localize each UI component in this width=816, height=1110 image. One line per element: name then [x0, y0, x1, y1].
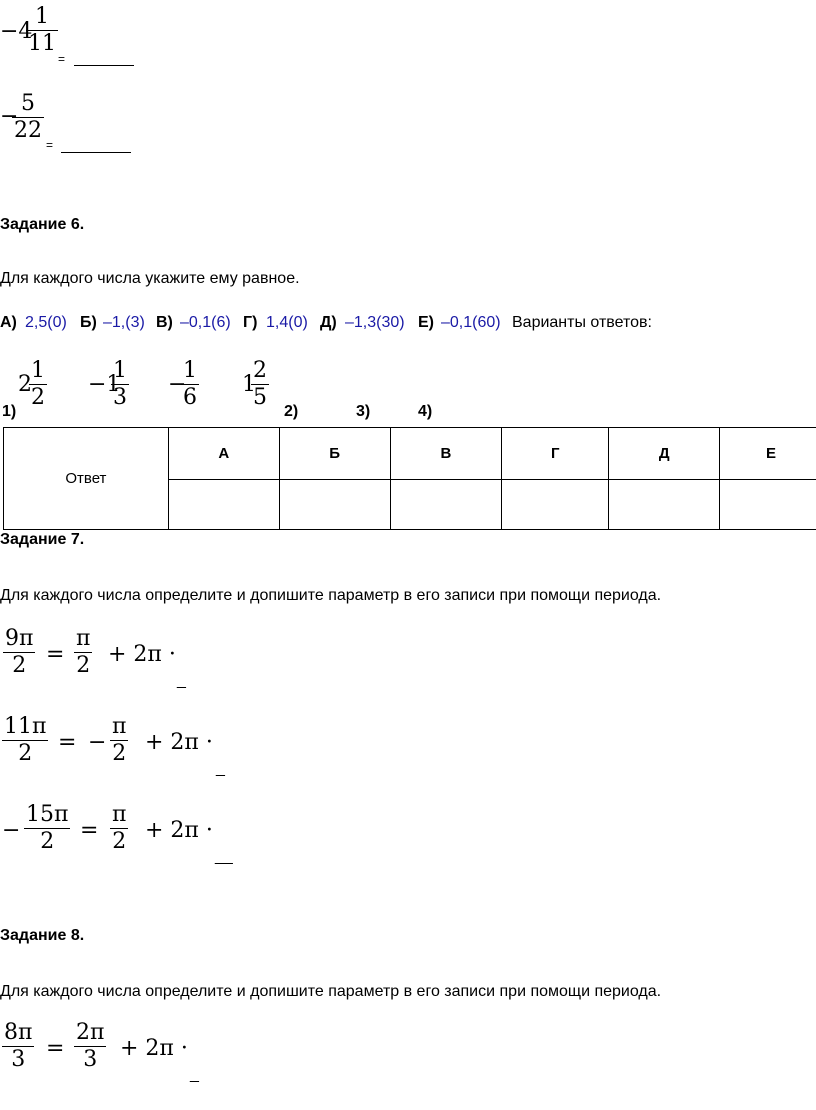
- task-title: Задание 6.: [0, 216, 85, 233]
- answer-cell[interactable]: [168, 480, 279, 530]
- fraction: 9π 2: [5, 626, 34, 678]
- equals-sign: =: [46, 642, 65, 667]
- answer-blank[interactable]: [74, 65, 134, 66]
- period-term: + 2π ·: [145, 818, 213, 843]
- equals-sign: =: [80, 818, 99, 843]
- fraction: 1 11: [28, 4, 56, 56]
- option-value: –0,1(60): [441, 314, 501, 331]
- option-letter: В): [156, 314, 173, 331]
- number-label: 2): [284, 403, 299, 420]
- mixed-whole: −1: [88, 372, 121, 397]
- answer-row-label: Ответ: [4, 428, 169, 530]
- number-label: 4): [418, 403, 433, 420]
- fraction: π 2: [112, 802, 127, 854]
- table-header: Е: [720, 428, 816, 480]
- answer-blank[interactable]: [61, 152, 131, 153]
- fraction: 5 22: [14, 91, 42, 143]
- table-header: В: [390, 428, 502, 480]
- equals-sign: =: [58, 52, 66, 66]
- minus-sign: −: [0, 104, 19, 129]
- option-value: 2,5(0): [25, 314, 67, 331]
- mixed-whole: 2: [18, 372, 32, 397]
- minus-sign: −: [88, 730, 107, 755]
- option-value: –1,(3): [103, 314, 145, 331]
- answer-blank[interactable]: _: [216, 760, 225, 777]
- option-letter: А): [0, 314, 17, 331]
- task-instruction: Для каждого числа определите и допишите параметр в его записи при помощи периода.: [0, 983, 662, 1000]
- table-header: Г: [502, 428, 609, 480]
- period-term: + 2π ·: [145, 730, 213, 755]
- answer-cell[interactable]: [609, 480, 720, 530]
- option-letter: Д): [320, 314, 337, 331]
- task-instruction: Для каждого числа определите и допишите параметр в его записи при помощи периода.: [0, 587, 662, 604]
- fraction: π 2: [76, 626, 91, 678]
- table-header: Б: [279, 428, 390, 480]
- fraction: 2π 3: [76, 1020, 105, 1072]
- equals-sign: =: [46, 1036, 65, 1061]
- option-value: 1,4(0): [266, 314, 308, 331]
- task-instruction: Для каждого числа укажите ему равное.: [0, 270, 300, 287]
- task-title: Задание 8.: [0, 927, 85, 944]
- answer-cell[interactable]: [720, 480, 816, 530]
- fraction: 1 2: [31, 358, 45, 410]
- equals-sign: =: [46, 138, 54, 152]
- answer-cell[interactable]: [390, 480, 502, 530]
- answer-blank[interactable]: _: [177, 672, 186, 689]
- option-letter: Б): [80, 314, 97, 331]
- answer-blank[interactable]: __: [215, 848, 233, 865]
- fraction: 15π 2: [26, 802, 69, 854]
- answer-table: [3, 427, 816, 530]
- minus-sign: −: [2, 818, 21, 843]
- period-term: + 2π ·: [108, 642, 176, 667]
- table-header: Д: [609, 428, 720, 480]
- answer-cell[interactable]: [279, 480, 390, 530]
- fraction: 1 6: [183, 358, 197, 410]
- mixed-whole: −4: [0, 19, 33, 44]
- number-label: 3): [356, 403, 371, 420]
- fraction: 11π 2: [4, 714, 47, 766]
- mixed-whole: −: [168, 372, 187, 397]
- answer-cell[interactable]: [502, 480, 609, 530]
- fraction: 2 5: [253, 358, 267, 410]
- period-term: + 2π ·: [120, 1036, 188, 1061]
- table-header: А: [168, 428, 279, 480]
- option-letter: Е): [418, 314, 434, 331]
- fraction: π 2: [112, 714, 127, 766]
- option-letter: Г): [243, 314, 258, 331]
- mixed-whole: 1: [242, 372, 256, 397]
- fraction: 1 3: [113, 358, 127, 410]
- equals-sign: =: [58, 730, 77, 755]
- task-title: Задание 7.: [0, 531, 85, 548]
- fraction: 8π 3: [4, 1020, 33, 1072]
- variants-label: Варианты ответов:: [512, 314, 652, 331]
- answer-blank[interactable]: _: [190, 1066, 199, 1083]
- option-value: –1,3(30): [345, 314, 405, 331]
- number-label: 1): [2, 403, 17, 420]
- option-value: –0,1(6): [180, 314, 231, 331]
